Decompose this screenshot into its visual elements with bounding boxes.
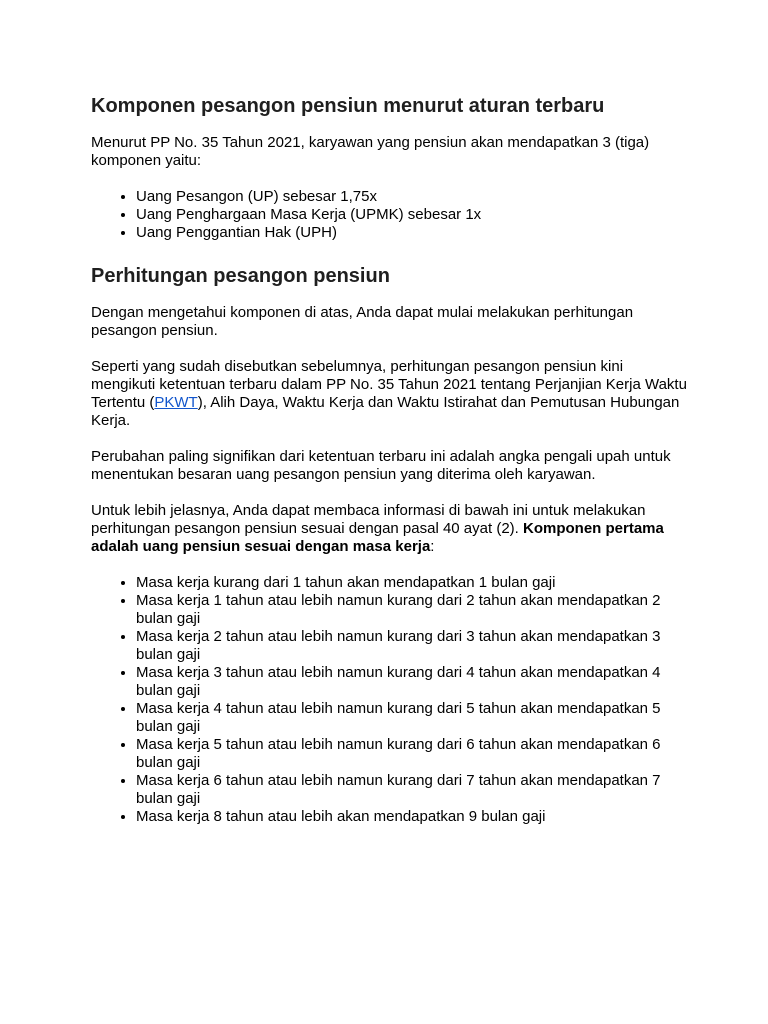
- pkwt-link[interactable]: PKWT: [154, 394, 198, 411]
- paragraph-2: [91, 358, 691, 430]
- paragraph-4-colon: :: [430, 538, 435, 555]
- list-item: • Masa kerja 6 tahun atau lebih namun kurang dari 7 tahun akan mendapatkan 7 bulan gaji: [136, 772, 691, 808]
- paragraph-4-bold: Komponen pertama adalah uang pensiun sesuai dengan masa kerja: [91, 520, 664, 555]
- list-item: • Masa kerja kurang dari 1 tahun akan mendapatkan 1 bulan gaji: [136, 574, 691, 592]
- paragraph-3: Perubahan paling signifikan dari ketentuan terbaru ini adalah angka pengali upah untuk menentukan besaran uang pesangon pensiun yang diterima oleh karyawan.: [91, 448, 671, 483]
- paragraph-2-text-a: Seperti yang sudah disebutkan sebelumnya, perhitungan pesangon pensiun kini mengikuti ketentuan terbaru dalam PP No. 35 Tahun 2021 tentang Perjanjian Kerja Waktu Tertentu (: [91, 358, 687, 411]
- heading-komponen: Komponen pesangon pensiun menurut aturan terbaru: [91, 95, 605, 117]
- list-item: • Masa kerja 3 tahun atau lebih namun kurang dari 4 tahun akan mendapatkan 4 bulan gaji: [136, 664, 691, 700]
- document-page: [91, 92, 691, 826]
- paragraph-2-text-b: ), Alih Daya, Waktu Kerja dan Waktu Istirahat dan Pemutusan Hubungan Kerja.: [91, 394, 680, 429]
- list-item: • Uang Penghargaan Masa Kerja (UPMK) sebesar 1x: [136, 206, 691, 224]
- list-item: • Uang Penggantian Hak (UPH): [136, 224, 691, 242]
- heading-perhitungan: Perhitungan pesangon pensiun: [91, 265, 390, 287]
- list-item: • Masa kerja 5 tahun atau lebih namun kurang dari 6 tahun akan mendapatkan 6 bulan gaji: [136, 736, 691, 772]
- list-item: • Masa kerja 4 tahun atau lebih namun kurang dari 5 tahun akan mendapatkan 5 bulan gaji: [136, 700, 691, 736]
- paragraph-4: [91, 502, 691, 556]
- tenure-list: [91, 574, 691, 826]
- paragraph-4-text: Untuk lebih jelasnya, Anda dapat membaca informasi di bawah ini untuk melakukan perhitungan pesangon pensiun sesuai dengan pasal 40 ayat (2).: [91, 502, 646, 537]
- list-item: • Uang Pesangon (UP) sebesar 1,75x: [136, 188, 691, 206]
- paragraph-1: Dengan mengetahui komponen di atas, Anda dapat mulai melakukan perhitungan pesangon pensiun.: [91, 304, 634, 339]
- intro-paragraph: Menurut PP No. 35 Tahun 2021, karyawan yang pensiun akan mendapatkan 3 (tiga) komponen yaitu:: [91, 134, 650, 169]
- list-item: • Masa kerja 1 tahun atau lebih namun kurang dari 2 tahun akan mendapatkan 2 bulan gaji: [136, 592, 691, 628]
- list-item: • Masa kerja 8 tahun atau lebih akan mendapatkan 9 bulan gaji: [136, 808, 691, 826]
- list-item: • Masa kerja 2 tahun atau lebih namun kurang dari 3 tahun akan mendapatkan 3 bulan gaji: [136, 628, 691, 664]
- components-list: [91, 188, 691, 242]
